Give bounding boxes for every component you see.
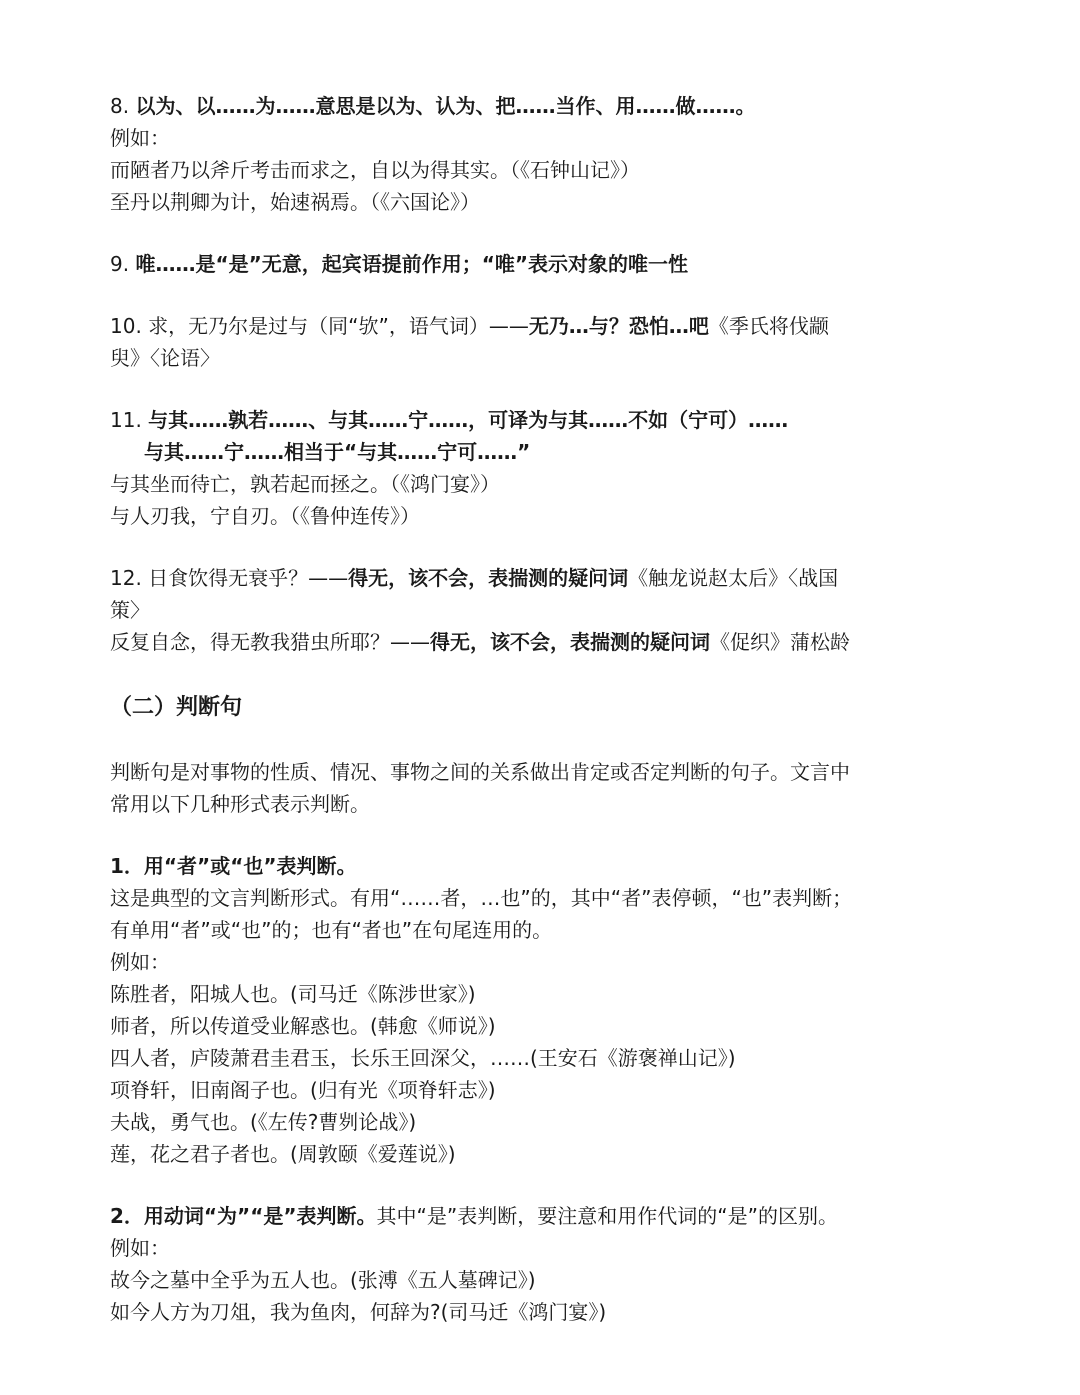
item-10-line-cont: 臾》〈论语〉 [110,346,220,370]
example-line: 师者，所以传道受业解惑也。(韩愈《师说》) [110,1014,496,1038]
bold-explanation: 得无，该不会，表揣测的疑问词 [348,566,629,590]
item-title: 与其……孰若……、与其……宁……，可译为与其……不如（宁可）…… [148,408,789,432]
example-line: 与其坐而待亡，孰若起而拯之。（《鸿门宴》） [110,472,500,496]
point-title: 2．用动词“为”“是”表判断。 [110,1204,377,1228]
example-line: 如今人方为刀俎，我为鱼肉，何辞为?(司马迁《鸿门宴》) [110,1300,607,1324]
item-number: 9. [110,252,136,276]
item-number: 10. [110,314,149,338]
section-heading: （二）判断句 [110,695,243,720]
item-10-line [110,312,829,340]
example-line: 而陋者乃以斧斤考击而求之，自以为得其实。（《石钟山记》） [110,158,640,182]
point-desc: 其中“是”表判断，要注意和用作代词的“是”的区别。 [376,1204,838,1228]
point-1-title: 1．用“者”或“也”表判断。 [110,854,357,878]
example-label: 例如： [110,950,170,974]
item-number: 8. [110,94,136,118]
bold-explanation: 无乃…与？恐怕…吧 [528,314,709,338]
example-label: 例如： [110,126,170,150]
example-line: 陈胜者，阳城人也。(司马迁《陈涉世家》) [110,982,476,1006]
point-1-desc: 有单用“者”或“也”的；也有“者也”在句尾连用的。 [110,918,553,942]
example-line: 与人刃我，宁自刃。（《鲁仲连传》） [110,504,420,528]
example-sentence: 反复自念，得无教我猎虫所耶？—— [110,630,430,654]
source-citation: 《促织》蒲松龄 [710,630,850,654]
item-number: 11. [110,408,149,432]
example-line: 至丹以荆卿为计，始速祸焉。（《六国论》） [110,190,480,214]
item-title: 唯……是“是”无意，起宾语提前作用；“唯”表示对象的唯一性 [135,252,689,276]
item-8-title [110,92,755,120]
example-line: 莲，花之君子者也。(周敦颐《爱莲说》) [110,1142,456,1166]
item-number: 12. [110,566,149,590]
item-12-line [110,564,838,592]
example-line: 四人者，庐陵萧君圭君玉，长乐王回深父，……(王安石《游褒禅山记》) [110,1046,736,1070]
item-12-line-2 [110,628,850,656]
example-sentence: 日食饮得无衰乎？—— [148,566,349,590]
item-11-title [110,406,788,434]
point-2-title [110,1202,838,1230]
example-line: 项脊轩，旧南阁子也。(归有光《项脊轩志》) [110,1078,496,1102]
item-12-line-cont: 策〉 [110,598,150,622]
example-sentence: 求，无乃尔是过与（同“欤”，语气词）—— [148,314,529,338]
source-citation: 《季氏将伐颛 [708,314,829,338]
section-intro: 判断句是对事物的性质、情况、事物之间的关系做出肯定或否定判断的句子。文言中 [110,760,850,784]
example-label: 例如： [110,1236,170,1260]
source-citation: 《触龙说赵太后》〈战国 [628,566,839,590]
point-1-desc: 这是典型的文言判断形式。有用“……者，…也”的，其中“者”表停顿，“也”表判断； [110,886,853,910]
example-line: 夫战，勇气也。(《左传?曹刿论战》) [110,1110,417,1134]
example-line: 故今之墓中全乎为五人也。(张溥《五人墓碑记》) [110,1268,536,1292]
item-title: 以为、以……为……意思是以为、认为、把……当作、用……做……。 [135,94,756,118]
item-9-title [110,250,688,278]
section-intro: 常用以下几种形式表示判断。 [110,792,370,816]
item-11-title-cont: 与其……宁……相当于“与其……宁可……” [144,440,531,464]
bold-explanation: 得无，该不会，表揣测的疑问词 [430,630,710,654]
